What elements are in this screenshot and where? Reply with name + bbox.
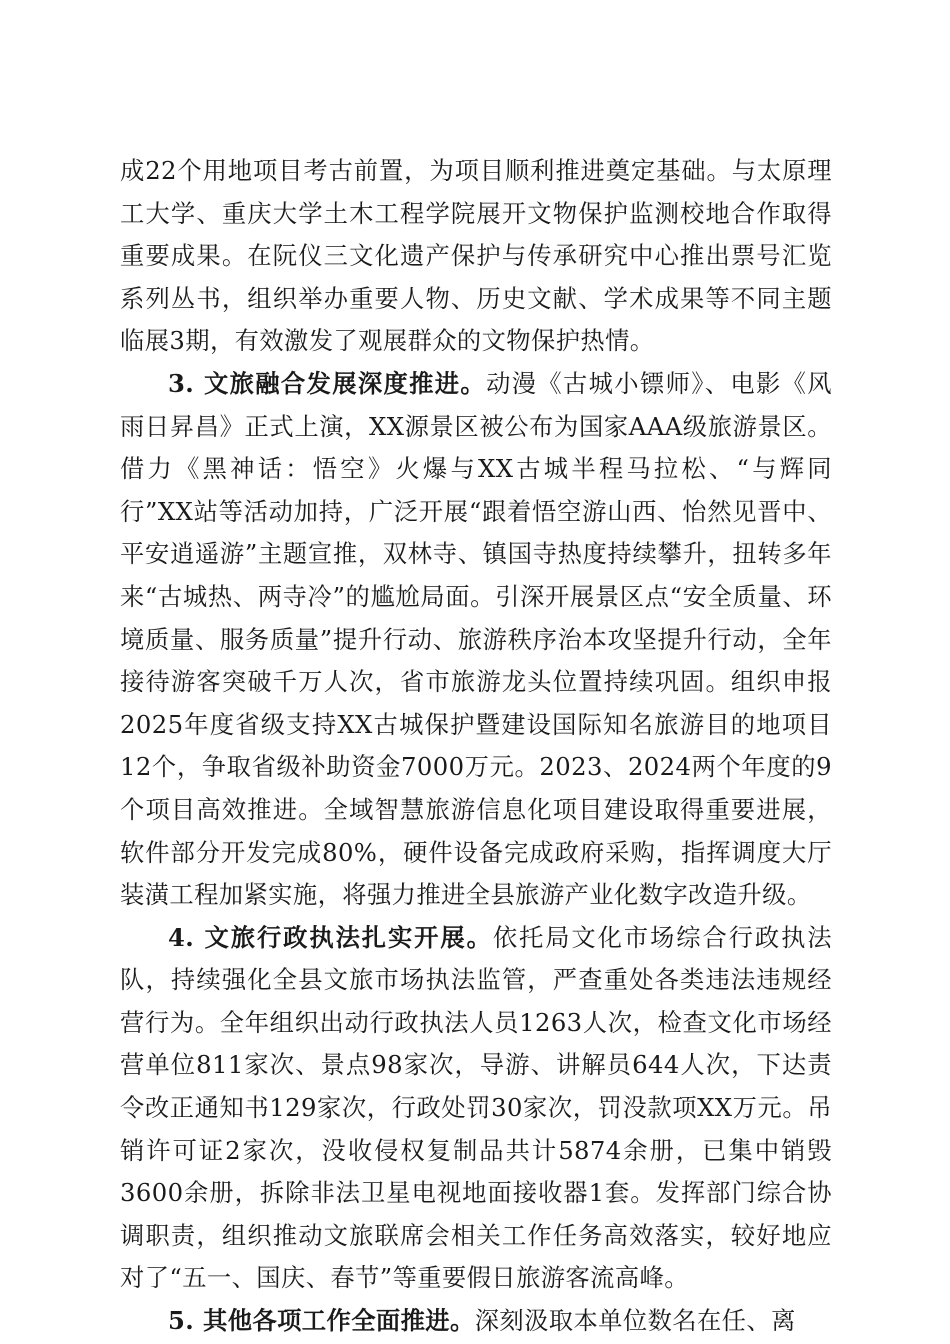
paragraph-text: 成22个用地项目考古前置，为项目顺利推进奠定基础。与太原理工大学、重庆大学土木工程学院展开文物保护监测校地合作取得重要成果。在阮仪三文化遗产保护与传承研究中心推出票号汇览系列丛书，组织举办重要人物、历史文献、学术成果等不同主题临展3期，有效激发了观展群众的文物保护热情。 bbox=[120, 156, 832, 356]
paragraph-law-enforcement bbox=[120, 917, 832, 1300]
paragraph-continuation bbox=[120, 150, 832, 363]
paragraph-text: 动漫《古城小镖师》、电影《风雨日昇昌》正式上演，XX源景区被公布为国家AAA级旅游景区。借力《黑神话：悟空》火爆与XX古城半程马拉松、“与辉同行”XX站等活动加持，广泛开展“跟着悟空游山西、怡然见晋中、平安逍遥游”主题宣推，双林寺、镇国寺热度持续攀升，扭转多年来“古城热、两寺冷”的尴尬局面。引深开展景区点“安全质量、环境质量、服务质量”提升行动、旅游秩序治本攻坚提升行动，全年接待游客突破千万人次，省市旅游龙头位置持续巩固。组织申报2025年度省级支持XX古城保护暨建设国际知名旅游目的地项目12个，争取省级补助资金7000万元。2023、2024两个年度的9个项目高效推进。全域智慧旅游信息化项目建设取得重要进展，软件部分开发完成80%，硬件设备完成政府采购，指挥调度大厅装潢工程加紧实施，将强力推进全县旅游产业化数字改造升级。 bbox=[120, 368, 832, 910]
paragraph-text: 深刻汲取本单位数名在任、离 bbox=[474, 1306, 796, 1336]
paragraph-heading: 5. 其他各项工作全面推进。 bbox=[168, 1306, 475, 1336]
paragraph-text: 依托局文化市场综合行政执法队，持续强化全县文旅市场执法监管，严查重处各类违法违规经营行为。全年组织出动行政执法人员1263人次，检查文化市场经营单位811家次、景点98家次，导游、讲解员644人次，下达责令改正通知书129家次，行政处罚30家次，罚没款项XX万元。吊销许可证2家次，没收侵权复制品共计5874余册，已集中销毁3600余册，拆除非法卫星电视地面接收器1套。发挥部门综合协调职责，组织推动文旅联席会相关工作任务高效落实，较好地应对了“五一、国庆、春节”等重要假日旅游客流高峰。 bbox=[120, 922, 832, 1293]
paragraph-cultural-tourism-integration bbox=[120, 363, 832, 917]
paragraph-other-work bbox=[120, 1300, 832, 1343]
document-body bbox=[120, 150, 832, 1343]
paragraph-heading: 3. 文旅融合发展深度推进。 bbox=[168, 368, 487, 398]
paragraph-heading: 4. 文旅行政执法扎实开展。 bbox=[168, 922, 493, 952]
